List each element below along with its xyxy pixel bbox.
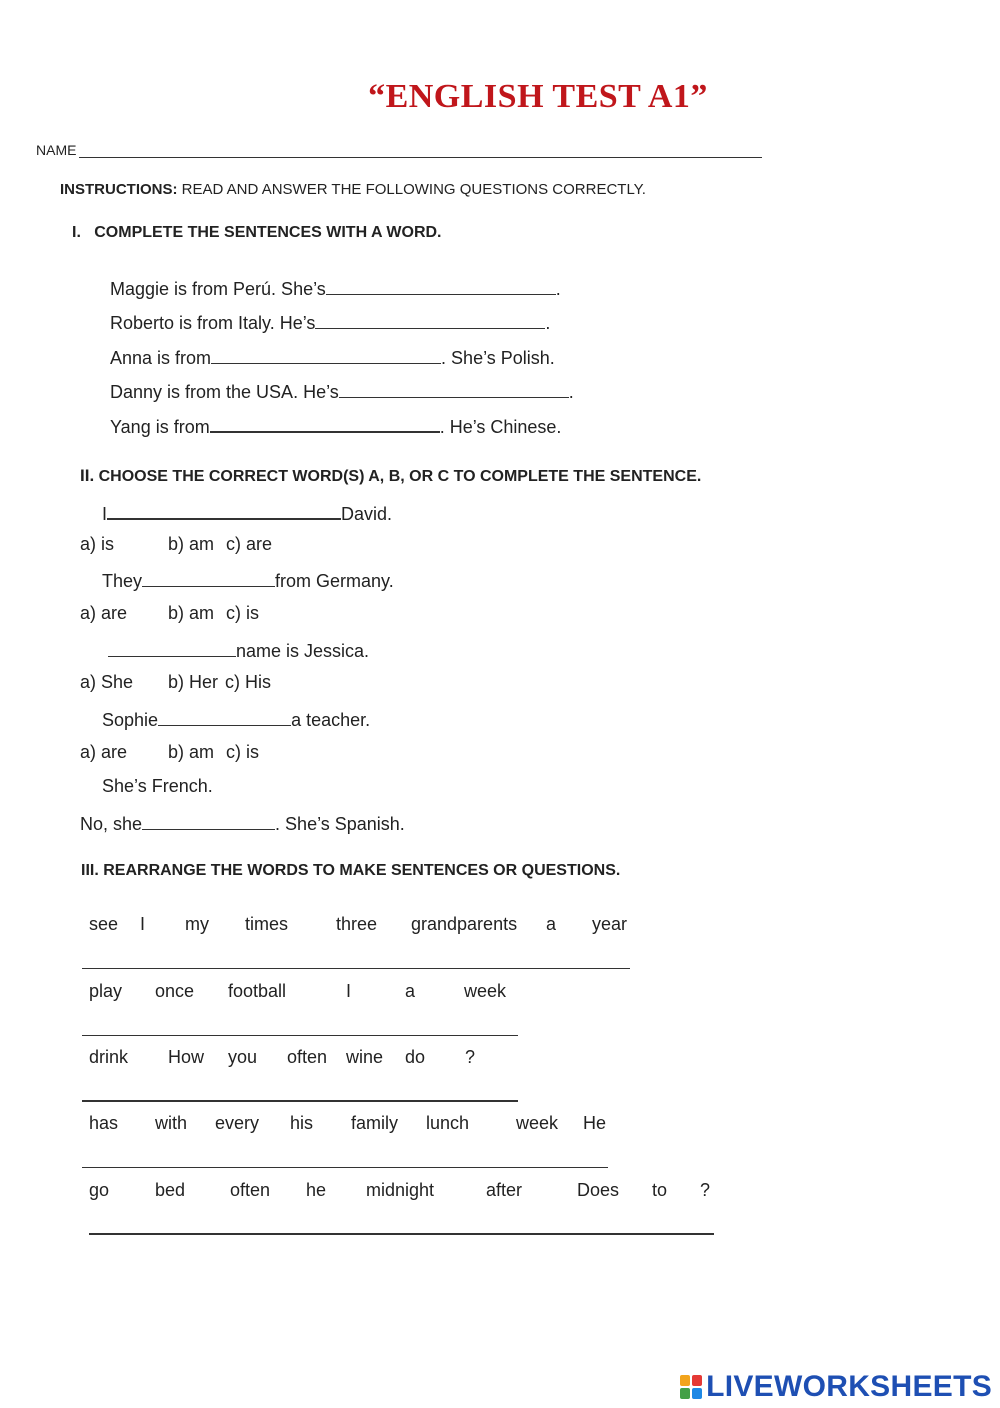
s3-row-3-word: How — [168, 1047, 205, 1067]
logo-square — [680, 1388, 690, 1399]
logo-icon — [680, 1375, 702, 1399]
s3-row-4-word: lunch — [426, 1113, 470, 1133]
logo-text: LIVEWORKSHEETS — [706, 1370, 992, 1403]
s1-item-2: Roberto is from Italy. He’s . — [110, 310, 550, 334]
s3-row-5-word: ? — [700, 1180, 711, 1200]
s1-answer-1[interactable] — [326, 276, 556, 295]
section2-number: II. — [80, 466, 95, 485]
s3-row-2-word: week — [464, 981, 507, 1001]
s3-row-5-word: often — [230, 1180, 271, 1200]
liveworksheets-logo — [680, 1370, 992, 1404]
section1-heading — [72, 224, 442, 242]
s3-row-5 — [0, 1180, 1000, 1204]
name-field[interactable] — [79, 157, 762, 158]
instructions-text: READ AND ANSWER THE FOLLOWING QUESTIONS CORRECTLY. — [177, 181, 646, 198]
s3-row-4-word: He — [583, 1113, 607, 1133]
s2-q4-answer[interactable] — [158, 707, 291, 726]
s2-q4-option-a[interactable]: a) are — [80, 742, 128, 762]
s3-row-3 — [0, 1047, 1000, 1071]
s2-q4-option-b[interactable]: b) am — [168, 742, 215, 762]
s3-row-5-word: bed — [155, 1180, 186, 1200]
s3-row-1-word: grandparents — [411, 914, 518, 934]
s1-answer-5[interactable] — [210, 413, 440, 433]
s3-row-4 — [0, 1113, 1000, 1137]
s3-row-1-word: see — [89, 914, 119, 934]
s1-answer-2[interactable] — [315, 310, 545, 329]
s2-q3-options — [80, 672, 271, 693]
s3-row-5-word: Does — [577, 1180, 620, 1200]
s2-q2: They from Germany. — [102, 568, 394, 592]
section2-heading — [80, 466, 701, 486]
s1-item-1: Maggie is from Perú. She’s . — [110, 276, 561, 300]
s3-row-2-word: I — [346, 981, 352, 1001]
s3-row-1-word: times — [245, 914, 289, 934]
s3-row-4-word: family — [351, 1113, 399, 1133]
s2-q1-answer[interactable] — [107, 500, 341, 520]
s3-row-1-word: my — [185, 914, 209, 934]
s1-item-3: Anna is from . She’s Polish. — [110, 345, 555, 369]
s1-item-4: Danny is from the USA. He’s . — [110, 379, 574, 403]
s3-answer-line-1[interactable] — [82, 968, 630, 969]
s3-row-2-word: a — [405, 981, 416, 1001]
s3-row-1-word: I — [140, 914, 146, 934]
s2-q4-options — [80, 742, 259, 763]
s3-row-4-word: has — [89, 1113, 119, 1133]
s3-row-2-word: once — [155, 981, 195, 1001]
s3-row-4-word: every — [215, 1113, 260, 1133]
s2-q2-option-c[interactable]: c) is — [226, 603, 259, 623]
s3-row-5-word: midnight — [366, 1180, 435, 1200]
s3-row-3-word: wine — [346, 1047, 384, 1067]
page-title: “ENGLISH TEST A1” — [368, 78, 708, 115]
s3-answer-line-4[interactable] — [82, 1167, 608, 1168]
logo-square — [680, 1375, 690, 1386]
s2-q4-option-c[interactable]: c) is — [226, 742, 259, 762]
s3-answer-line-5[interactable] — [89, 1233, 714, 1235]
logo-square — [692, 1388, 702, 1399]
instructions — [60, 181, 646, 198]
logo-square — [692, 1375, 702, 1386]
s2-q2-option-b[interactable]: b) am — [168, 603, 215, 623]
s3-row-5-word: after — [486, 1180, 523, 1200]
s3-row-3-word: do — [405, 1047, 426, 1067]
s2-q3-option-a[interactable]: a) She — [80, 672, 134, 692]
s3-answer-line-2[interactable] — [82, 1035, 518, 1036]
section3-heading: III. REARRANGE THE WORDS TO MAKE SENTENCES OR QUESTIONS. — [81, 862, 621, 879]
s3-row-4-word: with — [155, 1113, 188, 1133]
s3-row-3-word: you — [228, 1047, 258, 1067]
section2-heading-text: CHOOSE THE CORRECT WORD(S) A, B, OR C TO COMPLETE THE SENTENCE. — [98, 468, 702, 485]
s3-row-5-word: he — [306, 1180, 327, 1200]
section1-heading-text: COMPLETE THE SENTENCES WITH A WORD. — [94, 224, 442, 241]
s2-q2-answer[interactable] — [142, 568, 275, 587]
s3-row-3-word: ? — [465, 1047, 476, 1067]
s2-q1-option-b[interactable]: b) am — [168, 534, 215, 554]
s2-q5-prompt: She’s French. — [102, 776, 213, 796]
s2-q1-options — [80, 534, 272, 555]
s3-row-1-word: year — [592, 914, 628, 934]
s2-q3-answer[interactable] — [108, 638, 236, 657]
s3-row-1-word: a — [546, 914, 557, 934]
s3-row-4-word: his — [290, 1113, 314, 1133]
s2-q3-option-b[interactable]: b) Her — [168, 672, 219, 692]
s2-q1-option-c[interactable]: c) are — [226, 534, 273, 554]
s1-item-5: Yang is from . He’s Chinese. — [110, 413, 561, 438]
s1-answer-3[interactable] — [211, 345, 441, 364]
s3-row-2 — [0, 981, 1000, 1005]
name-label: NAME — [36, 142, 77, 158]
s3-row-3-word: drink — [89, 1047, 129, 1067]
s3-row-4-word: week — [516, 1113, 559, 1133]
s2-q5: No, she . She’s Spanish. — [80, 811, 405, 835]
s2-q3-option-c[interactable]: c) His — [225, 672, 271, 692]
s2-q5-answer[interactable] — [142, 811, 275, 830]
s3-answer-line-3[interactable] — [82, 1100, 518, 1102]
s3-row-1-word: three — [336, 914, 378, 934]
s2-q1-option-a[interactable]: a) is — [80, 534, 115, 554]
s2-q2-option-a[interactable]: a) are — [80, 603, 128, 623]
s2-q4: Sophie a teacher. — [102, 707, 370, 731]
s3-row-5-word: to — [652, 1180, 668, 1200]
section1-number: I. — [72, 224, 81, 241]
s3-row-2-word: football — [228, 981, 287, 1001]
instructions-label: INSTRUCTIONS: — [60, 181, 178, 198]
s3-row-5-word: go — [89, 1180, 110, 1200]
s3-row-3-word: often — [287, 1047, 328, 1067]
s2-q1: I David. — [102, 500, 392, 525]
s2-q3: name is Jessica. — [108, 638, 369, 662]
s3-row-1 — [0, 914, 1000, 938]
s2-q2-options — [80, 603, 259, 624]
s3-row-2-word: play — [89, 981, 123, 1001]
s1-answer-4[interactable] — [339, 379, 569, 398]
